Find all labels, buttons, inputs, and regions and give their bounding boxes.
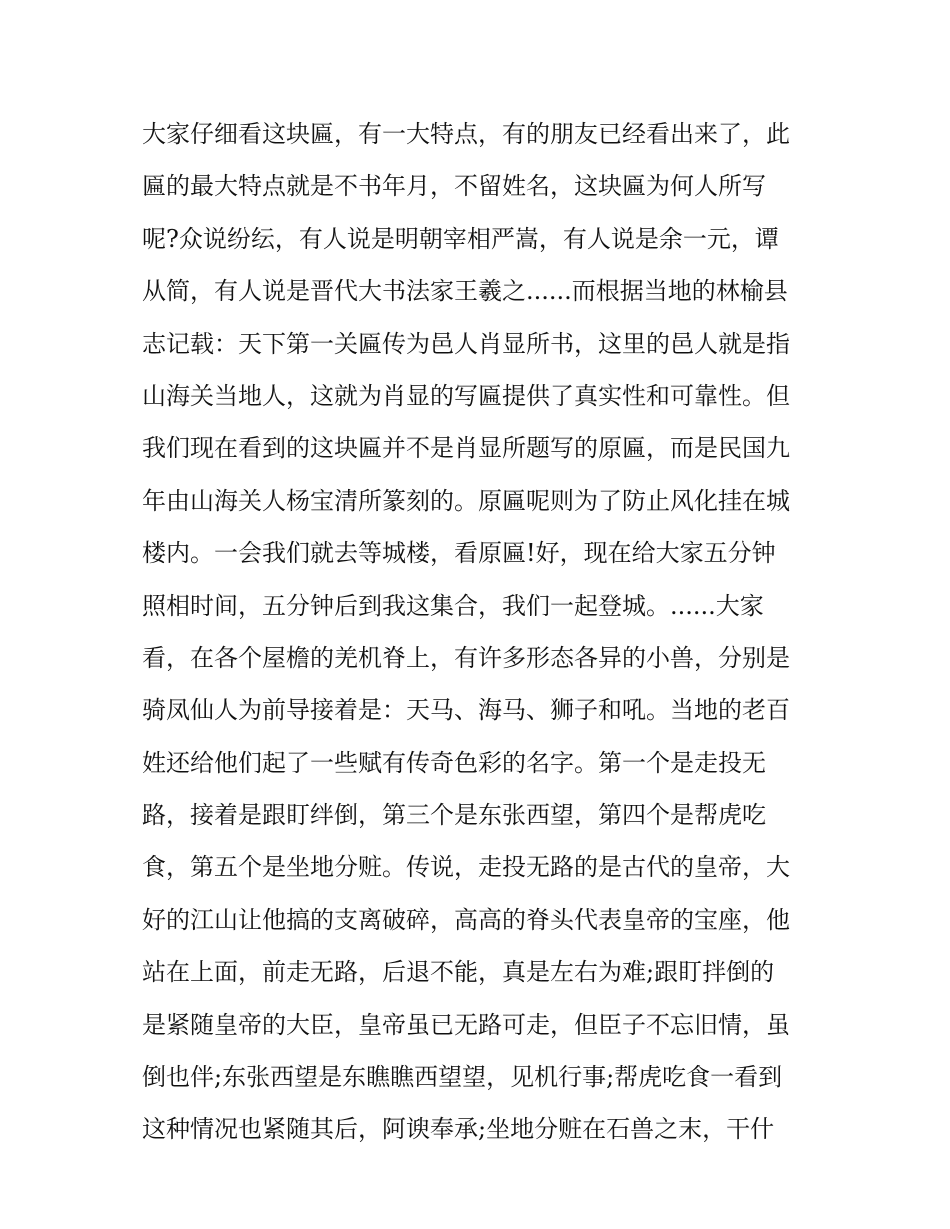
text-line: 照相时间，五分钟后到我这集合，我们一起登城。......大家 <box>142 591 764 620</box>
text-line: 从简，有人说是晋代大书法家王羲之......而根据当地的林榆县 <box>142 277 788 306</box>
text-line: 路，接着是跟盯绊倒，第三个是东张西望，第四个是帮虎吃 <box>142 801 766 830</box>
text-line: 倒也伴;东张西望是东瞧瞧西望望，见机行事;帮虎吃食一看到 <box>142 1063 783 1092</box>
text-line: 骑凤仙人为前导接着是：天马、海马、狮子和吼。当地的老百 <box>142 696 790 725</box>
text-line: 食，第五个是坐地分赃。传说，走投无路的是古代的皇帝，大 <box>142 853 790 882</box>
text-line: 年由山海关人杨宝清所篆刻的。原匾呢则为了防止风化挂在城 <box>142 486 790 515</box>
text-line: 大家仔细看这块匾，有一大特点，有的朋友已经看出来了，此 <box>142 120 790 148</box>
text-line: 山海关当地人，这就为肖显的写匾提供了真实性和可靠性。但 <box>142 381 790 410</box>
text-line: 看，在各个屋檐的羌机脊上，有许多形态各异的小兽，分别是 <box>142 643 790 672</box>
text-line: 匾的最大特点就是不书年月，不留姓名，这块匾为何人所写 <box>142 172 766 201</box>
text-line: 这种情况也紧随其后，阿谀奉承;坐地分赃在石兽之末，干什 <box>142 1115 775 1144</box>
text-line: 我们现在看到的这块匾并不是肖显所题写的原匾，而是民国九 <box>142 434 790 463</box>
text-line: 呢?众说纷纭，有人说是明朝宰相严嵩，有人说是余一元，谭 <box>142 224 779 253</box>
body-text <box>142 108 822 1156</box>
text-line: 站在上面，前走无路，后退不能，真是左右为难;跟盯拌倒的 <box>142 958 775 987</box>
text-line: 志记载：天下第一关匾传为邑人肖显所书，这里的邑人就是指 <box>142 329 790 358</box>
text-line: 姓还给他们起了一些赋有传奇色彩的名字。第一个是走投无 <box>142 748 766 777</box>
text-line: 楼内。一会我们就去等城楼，看原匾!好，现在给大家五分钟 <box>142 539 776 568</box>
text-line: 好的江山让他搞的支离破碎，高高的脊头代表皇帝的宝座，他 <box>142 905 790 934</box>
text-line: 是紧随皇帝的大臣，皇帝虽已无路可走，但臣子不忘旧情，虽 <box>142 1010 790 1039</box>
